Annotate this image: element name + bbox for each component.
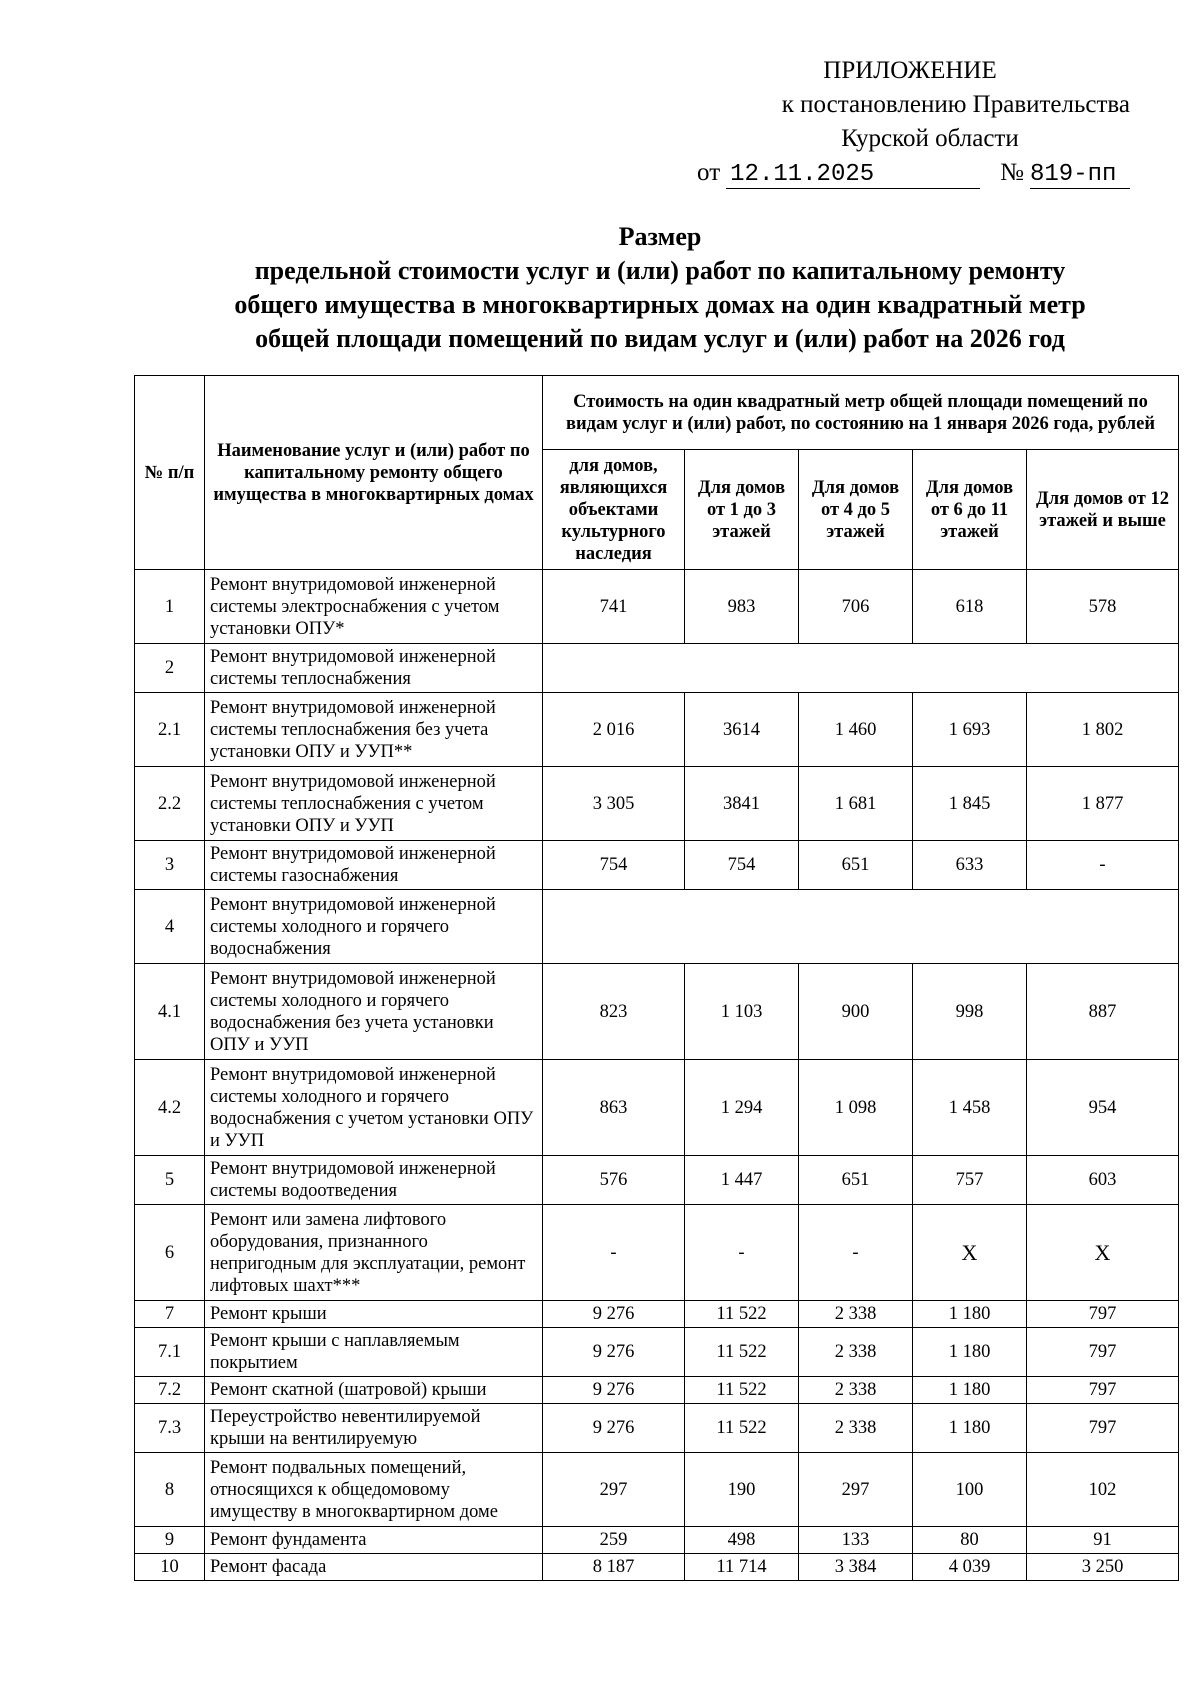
row-value: 618: [913, 570, 1027, 644]
row-value: 297: [799, 1453, 913, 1527]
row-value: 11 522: [685, 1301, 799, 1328]
row-value: 1 845: [913, 767, 1027, 841]
row-service-name: Ремонт внутридомовой инженерной системы теплоснабжения с учетом установки ОПУ и УУП: [205, 767, 543, 841]
row-number: 10: [135, 1554, 205, 1581]
table-row: [135, 1328, 1179, 1377]
row-value: 757: [913, 1156, 1027, 1205]
row-service-name: Ремонт или замена лифтового оборудования, признанного непригодным для эксплуатации, ремонт лифтовых шахт***: [205, 1205, 543, 1301]
row-value: 100: [913, 1453, 1027, 1527]
row-value: 823: [543, 964, 685, 1060]
row-number: 9: [135, 1527, 205, 1554]
row-value: 2 338: [799, 1301, 913, 1328]
row-value: 3 384: [799, 1554, 913, 1581]
row-service-name: Ремонт подвальных помещений, относящихся к общедомовому имуществу в многоквартирном доме: [205, 1453, 543, 1527]
row-value: 797: [1027, 1404, 1179, 1453]
row-number: 2.1: [135, 693, 205, 767]
title-line-3: общего имущества в многоквартирных домах на один квадратный метр: [234, 290, 1086, 319]
header-number: № п/п: [135, 376, 205, 570]
row-service-name: Ремонт внутридомовой инженерной системы холодного и горячего водоснабжения: [205, 890, 543, 964]
row-value: 578: [1027, 570, 1179, 644]
row-value: 3614: [685, 693, 799, 767]
row-number: 2.2: [135, 767, 205, 841]
row-value: 900: [799, 964, 913, 1060]
row-value: -: [543, 1205, 685, 1301]
row-value: 863: [543, 1060, 685, 1156]
table-row: [135, 767, 1179, 841]
row-value: 2 338: [799, 1404, 913, 1453]
row-number: 7.3: [135, 1404, 205, 1453]
row-service-name: Ремонт фасада: [205, 1554, 543, 1581]
row-value: 2 016: [543, 693, 685, 767]
row-value: 11 714: [685, 1554, 799, 1581]
row-value: 954: [1027, 1060, 1179, 1156]
row-empty-values: [543, 644, 1179, 693]
row-value: 1 180: [913, 1328, 1027, 1377]
row-value: -: [799, 1205, 913, 1301]
row-value: 741: [543, 570, 685, 644]
row-value: 1 098: [799, 1060, 913, 1156]
cost-table: [134, 375, 1179, 1581]
row-service-name: Ремонт внутридомовой инженерной системы холодного и горячего водоснабжения с учетом установки ОПУ и УУП: [205, 1060, 543, 1156]
row-value: -: [1027, 841, 1179, 890]
row-value: 11 522: [685, 1377, 799, 1404]
table-row: [135, 1554, 1179, 1581]
row-value: 754: [685, 841, 799, 890]
number-label: №: [1000, 159, 1024, 186]
row-value: 2 338: [799, 1377, 913, 1404]
row-value: 887: [1027, 964, 1179, 1060]
table-row: [135, 1205, 1179, 1301]
document-title: [120, 220, 1200, 356]
appendix-line-1: к постановлению Правительства: [781, 91, 1130, 118]
row-value: 9 276: [543, 1377, 685, 1404]
table-row: [135, 1527, 1179, 1554]
header-1-3-floors: Для домов от 1 до 3 этажей: [685, 450, 799, 570]
row-value: 498: [685, 1527, 799, 1554]
title-line-4: общей площади помещений по видам услуг и (или) работ на 2026 год: [255, 324, 1065, 353]
table-row: [135, 644, 1179, 693]
row-value: 3841: [685, 767, 799, 841]
row-value: 9 276: [543, 1301, 685, 1328]
row-value: 1 877: [1027, 767, 1179, 841]
row-value: 190: [685, 1453, 799, 1527]
row-value: 1 180: [913, 1404, 1027, 1453]
row-service-name: Ремонт крыши: [205, 1301, 543, 1328]
row-value: 3 305: [543, 767, 685, 841]
row-value: 11 522: [685, 1404, 799, 1453]
row-value: 706: [799, 570, 913, 644]
table-row: [135, 1301, 1179, 1328]
row-number: 4.2: [135, 1060, 205, 1156]
row-number: 8: [135, 1453, 205, 1527]
row-number: 7: [135, 1301, 205, 1328]
table-row: [135, 1377, 1179, 1404]
row-value: 651: [799, 841, 913, 890]
row-service-name: Ремонт внутридомовой инженерной системы газоснабжения: [205, 841, 543, 890]
row-value: 797: [1027, 1328, 1179, 1377]
row-number: 3: [135, 841, 205, 890]
row-value: 1 460: [799, 693, 913, 767]
row-value: 797: [1027, 1301, 1179, 1328]
table-row: [135, 1060, 1179, 1156]
row-value: 1 180: [913, 1377, 1027, 1404]
row-value: X: [913, 1205, 1027, 1301]
row-value: 576: [543, 1156, 685, 1205]
header-12-plus-floors: Для домов от 12 этажей и выше: [1027, 450, 1179, 570]
table-row: [135, 1404, 1179, 1453]
row-value: 9 276: [543, 1404, 685, 1453]
row-value: 754: [543, 841, 685, 890]
row-number: 7.2: [135, 1377, 205, 1404]
row-value: 1 681: [799, 767, 913, 841]
row-value: 259: [543, 1527, 685, 1554]
row-number: 5: [135, 1156, 205, 1205]
row-number: 2: [135, 644, 205, 693]
title-line-1: Размер: [618, 222, 702, 251]
row-value: 91: [1027, 1527, 1179, 1554]
appendix-title: ПРИЛОЖЕНИЕ: [823, 57, 997, 84]
row-value: 8 187: [543, 1554, 685, 1581]
row-service-name: Ремонт внутридомовой инженерной системы электроснабжения с учетом установки ОПУ*: [205, 570, 543, 644]
header-4-5-floors: Для домов от 4 до 5 этажей: [799, 450, 913, 570]
row-service-name: Ремонт скатной (шатровой) крыши: [205, 1377, 543, 1404]
table-body: [135, 570, 1179, 1581]
row-value: 1 458: [913, 1060, 1027, 1156]
row-value: -: [685, 1205, 799, 1301]
row-number: 7.1: [135, 1328, 205, 1377]
row-value: 1 180: [913, 1301, 1027, 1328]
table-row: [135, 964, 1179, 1060]
title-line-2: предельной стоимости услуг и (или) работ по капитальному ремонту: [254, 256, 1066, 285]
header-heritage: для домов, являющихся объектами культурного наследия: [543, 450, 685, 570]
row-service-name: Ремонт внутридомовой инженерной системы холодного и горячего водоснабжения без учета установки ОПУ и УУП: [205, 964, 543, 1060]
row-value: 1 802: [1027, 693, 1179, 767]
row-service-name: Ремонт фундамента: [205, 1527, 543, 1554]
row-service-name: Ремонт крыши с наплавляемым покрытием: [205, 1328, 543, 1377]
appendix-block: [690, 54, 1130, 190]
row-value: 1 447: [685, 1156, 799, 1205]
from-label: от: [697, 159, 721, 186]
row-service-name: Ремонт внутридомовой инженерной системы водоотведения: [205, 1156, 543, 1205]
row-value: 2 338: [799, 1328, 913, 1377]
table-row: [135, 890, 1179, 964]
header-service-name: Наименование услуг и (или) работ по капитальному ремонту общего имущества в многоквартирных домах: [205, 376, 543, 570]
row-value: 633: [913, 841, 1027, 890]
row-value: 133: [799, 1527, 913, 1554]
table-row: [135, 841, 1179, 890]
row-value: 983: [685, 570, 799, 644]
row-value: 651: [799, 1156, 913, 1205]
row-empty-values: [543, 890, 1179, 964]
row-number: 6: [135, 1205, 205, 1301]
row-value: 11 522: [685, 1328, 799, 1377]
row-value: 1 103: [685, 964, 799, 1060]
row-value: X: [1027, 1205, 1179, 1301]
table-row: [135, 1453, 1179, 1527]
row-value: 80: [913, 1527, 1027, 1554]
header-6-11-floors: Для домов от 6 до 11 этажей: [913, 450, 1027, 570]
row-value: 998: [913, 964, 1027, 1060]
header-cost-group: Стоимость на один квадратный метр общей площади помещений по видам услуг и (или) работ, по состоянию на 1 января 2026 года, рублей: [543, 376, 1179, 450]
appendix-date-line: [690, 156, 1130, 190]
table-row: [135, 693, 1179, 767]
row-value: 797: [1027, 1377, 1179, 1404]
row-value: 297: [543, 1453, 685, 1527]
row-number: 4.1: [135, 964, 205, 1060]
table-row: [135, 1156, 1179, 1205]
row-service-name: Ремонт внутридомовой инженерной системы теплоснабжения: [205, 644, 543, 693]
row-service-name: Переустройство невентилируемой крыши на вентилируемую: [205, 1404, 543, 1453]
row-value: 4 039: [913, 1554, 1027, 1581]
row-value: 1 693: [913, 693, 1027, 767]
resolution-number: 819-пп: [1030, 162, 1130, 189]
row-number: 4: [135, 890, 205, 964]
row-value: 3 250: [1027, 1554, 1179, 1581]
row-value: 102: [1027, 1453, 1179, 1527]
appendix-line-2: Курской области: [841, 125, 1019, 152]
row-value: 9 276: [543, 1328, 685, 1377]
resolution-date: 12.11.2025: [726, 162, 980, 189]
row-service-name: Ремонт внутридомовой инженерной системы теплоснабжения без учета установки ОПУ и УУП**: [205, 693, 543, 767]
row-value: 1 294: [685, 1060, 799, 1156]
row-value: 603: [1027, 1156, 1179, 1205]
row-number: 1: [135, 570, 205, 644]
table-row: [135, 570, 1179, 644]
